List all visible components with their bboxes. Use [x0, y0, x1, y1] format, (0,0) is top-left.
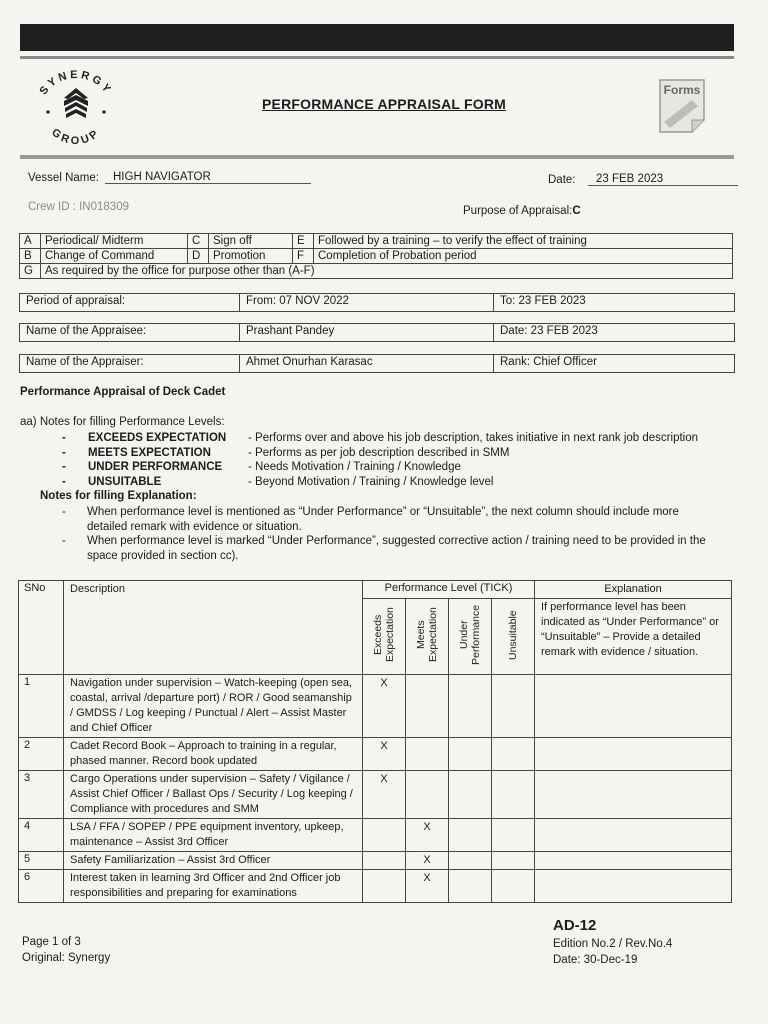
deck-cadet-appraisal-table [18, 580, 732, 903]
tick-unsuitable [492, 819, 535, 852]
tick-unsuitable [492, 738, 535, 771]
performance-level-notes: - EXCEEDS EXPECTATION - Performs over and above his job description, takes initiative in next rank job description - MEETS EXPECTATION - Performs as per job description described in SMM - UNDER PERFORMANCE - Needs Motivation / Training / Knowledge - UNSUITABLE - Beyond Motivation / Training / Knowledge level [62, 432, 699, 488]
tick-unsuitable [492, 771, 535, 819]
scan-top-bar [20, 24, 734, 51]
explanation-notes-heading: Notes for filling Explanation: [40, 490, 197, 502]
explanation-cell [535, 771, 732, 819]
notes-heading-text: aa) Notes for filling Performance Levels: [20, 416, 225, 428]
page-number: Page 1 of 3 [22, 936, 81, 948]
tick-exceeds [363, 852, 406, 870]
tick-meets [406, 675, 449, 738]
table-row: 4 LSA / FFA / SOPEP / PPE equipment inventory, upkeep, maintenance – Assist 3rd Officer X [19, 819, 732, 852]
crew-id: Crew ID : IN018309 [28, 201, 129, 213]
level-unsuitable-header: Unsuitable [507, 610, 519, 660]
table-row: 3 Cargo Operations under supervision – Safety / Vigilance / Assist Chief Officer / Ballast Ops / Security / Log keeping / Compliance with procedures and SMM X [19, 771, 732, 819]
tick-under [449, 819, 492, 852]
section-title: Performance Appraisal of Deck Cadet [20, 386, 226, 398]
tick-under [449, 870, 492, 903]
tick-exceeds [363, 870, 406, 903]
table-row: 5 Safety Familiarization – Assist 3rd Officer X [19, 852, 732, 870]
form-title: PERFORMANCE APPRAISAL FORM [262, 96, 506, 112]
col-sno-header: SNo [19, 581, 64, 675]
tick-exceeds: X [363, 738, 406, 771]
table-row: 6 Interest taken in learning 3rd Officer and 2nd Officer job responsibilities and preparing for examinations X [19, 870, 732, 903]
level-exceeds-header: Exceeds Expectation [372, 607, 396, 663]
tick-exceeds [363, 819, 406, 852]
tick-exceeds: X [363, 675, 406, 738]
tick-meets: X [406, 819, 449, 852]
explanation-note: If performance level has been indicated as “Under Performance” or “Unsuitable” – Provide a detailed remark with evidence / situation. [535, 599, 732, 675]
period-of-appraisal-row: Period of appraisal: From: 07 NOV 2022 To: 23 FEB 2023 [19, 293, 735, 312]
tick-unsuitable [492, 675, 535, 738]
original-owner: Original: Synergy [22, 952, 111, 964]
edition-revision: Edition No.2 / Rev.No.4 [553, 938, 673, 950]
date-label: Date: [548, 174, 576, 186]
form-code: AD-12 [553, 917, 597, 934]
appraiser-row: Name of the Appraiser: Ahmet Onurhan Karasac Rank: Chief Officer [19, 354, 735, 373]
tick-under [449, 738, 492, 771]
explanation-cell [535, 852, 732, 870]
footer-date: Date: 30-Dec-19 [553, 954, 638, 966]
vessel-name-value: HIGH NAVIGATOR [105, 171, 311, 184]
date-value: 23 FEB 2023 [588, 173, 738, 186]
purpose-of-appraisal: Purpose of Appraisal:C [463, 205, 581, 217]
tick-unsuitable [492, 852, 535, 870]
appraisee-row: Name of the Appraisee: Prashant Pandey Date: 23 FEB 2023 [19, 323, 735, 342]
tick-meets [406, 771, 449, 819]
forms-badge-icon [652, 74, 714, 136]
header-top-rule [20, 56, 734, 59]
header-bottom-rule [20, 155, 734, 159]
tick-exceeds: X [363, 771, 406, 819]
explanation-cell [535, 738, 732, 771]
level-meets-header: Meets Expectation [415, 607, 439, 663]
svg-text:SYNERGY: SYNERGY [37, 68, 115, 98]
tick-under [449, 771, 492, 819]
tick-under [449, 675, 492, 738]
tick-unsuitable [492, 870, 535, 903]
tick-under [449, 852, 492, 870]
tick-meets [406, 738, 449, 771]
explanation-cell [535, 675, 732, 738]
vessel-label: Vessel Name: [28, 172, 99, 184]
explanation-notes: - When performance level is mentioned as “Under Performance” or “Unsuitable”, the next column should include more detailed remark with evidence or situation. - When performance level is marked “Under Performance”, suggested corrective action / training need to be provided in the space provided in section cc). [62, 506, 706, 562]
col-explanation-header: Explanation [535, 581, 732, 599]
appraisal-purpose-codes: A Periodical/ Midterm C Sign off E Followed by a training – to verify the effect of training B Change of Command D Promotion F Completion of Probation period G As required by the office for purpose other than (A-F) [19, 233, 733, 279]
svg-text:Forms: Forms [663, 83, 701, 97]
col-performance-level-header: Performance Level (TICK) [363, 581, 535, 599]
tick-meets: X [406, 870, 449, 903]
level-under-header: Under Performance [458, 604, 482, 666]
svg-text:GROUP: GROUP [49, 126, 103, 148]
explanation-cell [535, 819, 732, 852]
explanation-cell [535, 870, 732, 903]
col-description-header: Description [64, 581, 363, 675]
table-row: 2 Cadet Record Book – Approach to training in a regular, phased manner. Record book updated X [19, 738, 732, 771]
tick-meets: X [406, 852, 449, 870]
table-row: 1 Navigation under supervision – Watch-keeping (open sea, coastal, arrival /departure port) / ROR / Good seamanship / GMDSS / Log keeping / Punctual / Alert – Assist Master and Chief Officer X [19, 675, 732, 738]
